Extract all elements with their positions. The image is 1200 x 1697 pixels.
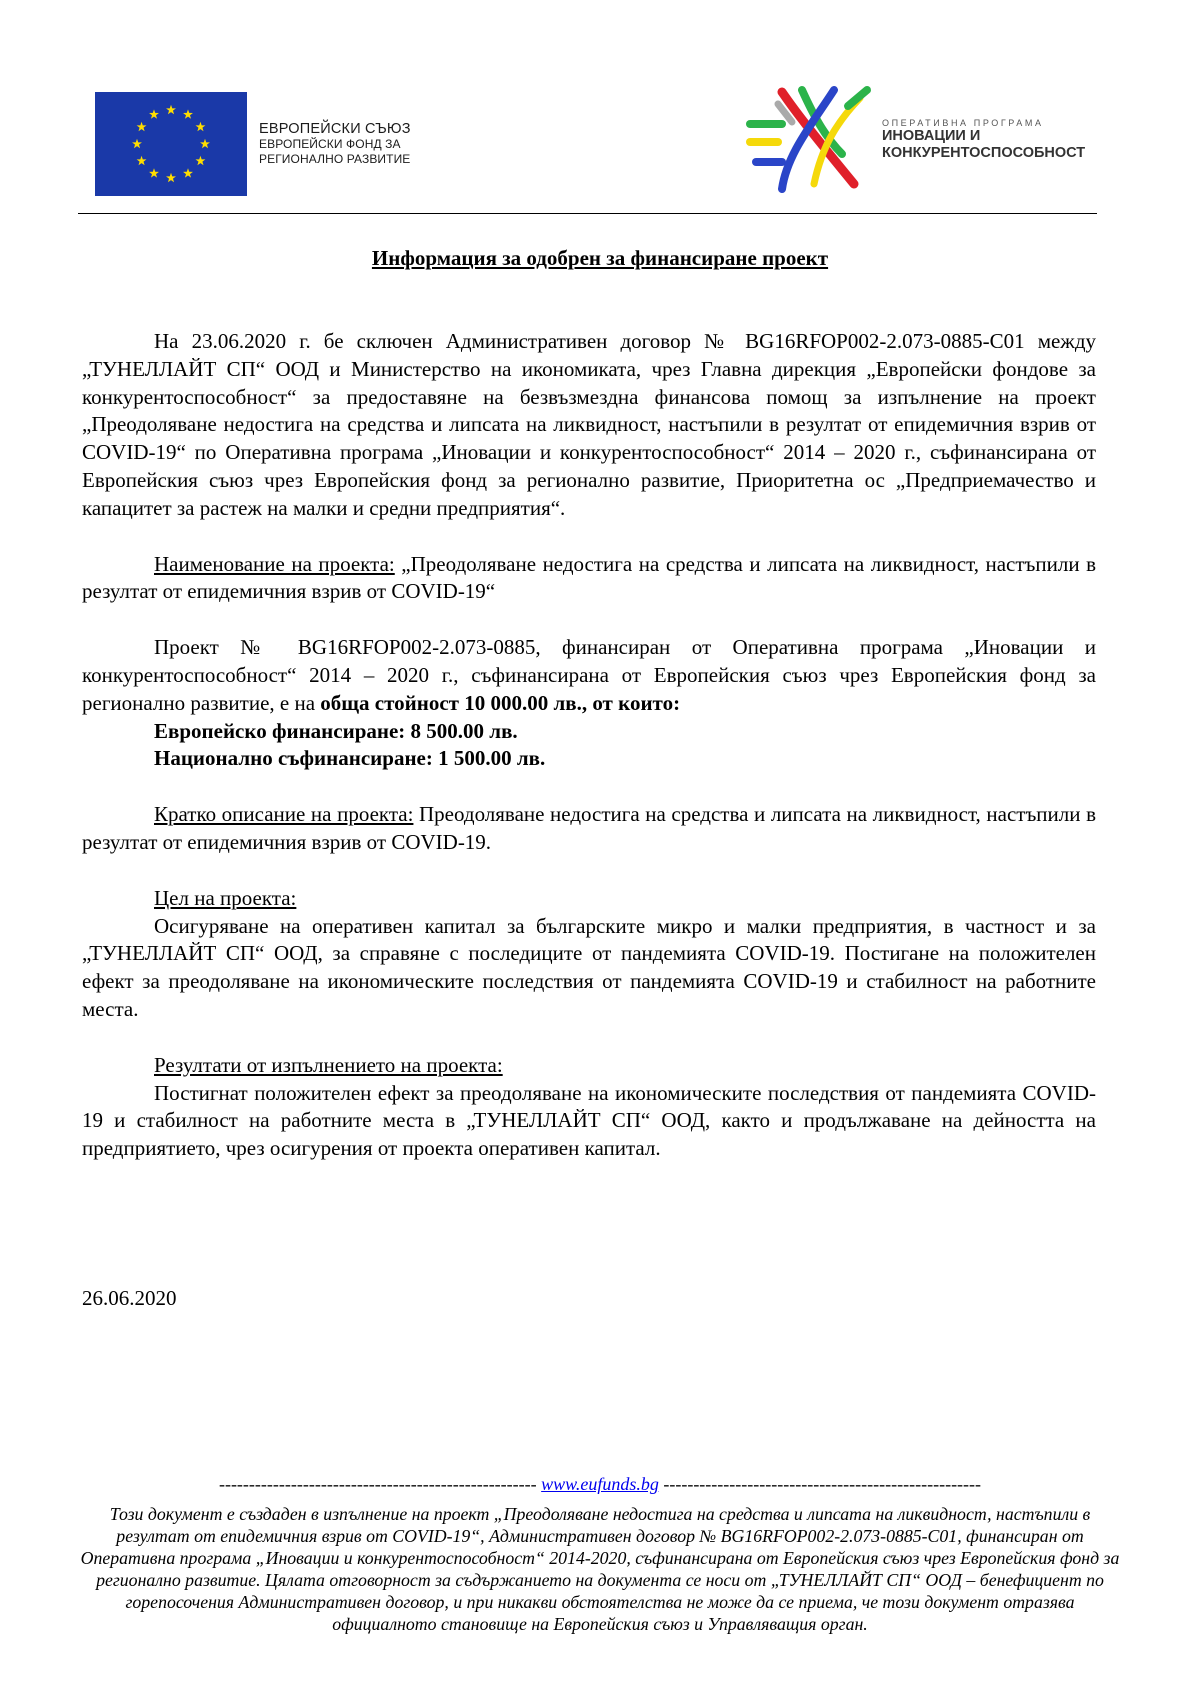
- op-x-logo-icon: [742, 84, 882, 196]
- op-line2: ИНОВАЦИИ И: [882, 128, 981, 144]
- footer-link-line: [0, 1474, 1200, 1495]
- eu-star-icon: [149, 168, 159, 177]
- document-body: [82, 328, 1096, 1163]
- eu-star-icon: [166, 173, 176, 182]
- footer-dashes-right: -----------------------------------------------------: [663, 1474, 982, 1494]
- project-name-paragraph: [82, 551, 1096, 607]
- eu-star-icon: [200, 139, 210, 148]
- short-description-paragraph: [82, 801, 1096, 857]
- eu-line3: РЕГИОНАЛНО РАЗВИТИЕ: [259, 152, 411, 166]
- op-logo: [742, 84, 1085, 196]
- national-funding: Национално съфинансиране: 1 500.00 лв.: [154, 746, 546, 771]
- eu-logo-text: [259, 121, 411, 167]
- goal-label: Цел на проекта:: [154, 885, 297, 910]
- results-label: Резултати от изпълнението на проекта:: [154, 1052, 503, 1077]
- eu-star-icon: [196, 156, 206, 165]
- eufunds-link[interactable]: www.eufunds.bg: [541, 1474, 659, 1494]
- page-title: Информация за одобрен за финансиране проект: [371, 246, 829, 270]
- eu-star-icon: [196, 122, 206, 131]
- results-value: Постигнат положителен ефект за преодоляване на икономическите последствия от пандемията COVID-19 и стабилност на работните места в „ТУНЕЛЛАЙТ СП“ ООД, както и продължаване на дейността на предприятието, чрез осигурения от проекта оперативен капитал.: [82, 1080, 1096, 1161]
- eu-star-icon: [149, 109, 159, 118]
- document-date: 26.06.2020: [82, 1286, 177, 1310]
- funding-text: Проект № BG16RFOP002-2.073-0885, финансиран от Оперативна програма „Иновации и конкурентоспособност“ 2014 – 2020 г., съфинансирана от Европейския съюз чрез Европейския фонд за регионално развитие, е на: [82, 635, 1096, 715]
- eu-line2: ЕВРОПЕЙСКИ ФОНД ЗА: [259, 137, 401, 151]
- eu-star-icon: [166, 105, 176, 114]
- eu-flag-icon: [95, 92, 247, 196]
- funding-total: обща стойност 10 000.00 лв., от които:: [320, 690, 681, 715]
- op-line1: ОПЕРАТИВНА ПРОГРАМА: [882, 118, 1044, 128]
- funding-paragraph: [82, 634, 1096, 717]
- eu-star-icon: [183, 168, 193, 177]
- project-name-label: Наименование на проекта:: [154, 551, 395, 576]
- eu-star-icon: [137, 156, 147, 165]
- op-logo-text: [882, 118, 1085, 162]
- eu-star-icon: [137, 122, 147, 131]
- project-name-value: „Преодоляване недостига на средства и липсата на ликвидност, настъпили в резултат от епидемичния взрив от COVID-19“: [82, 551, 1097, 604]
- eu-star-icon: [132, 139, 142, 148]
- header-divider: [78, 213, 1097, 214]
- eu-line1: ЕВРОПЕЙСКИ СЪЮЗ: [259, 121, 411, 137]
- op-line3: КОНКУРЕНТОСПОСОБНОСТ: [882, 145, 1086, 161]
- goal-value: Осигуряване на оперативен капитал за българските микро и малки предприятия, в частност и за „ТУНЕЛЛАЙТ СП“ ООД, за справяне с последиците от пандемията COVID-19. Постигане на положителен ефект за преодоляване на икономическите последствия от пандемията COVID-19 и стабилност на работните места.: [82, 913, 1096, 1021]
- short-description-label: Кратко описание на проекта:: [154, 802, 414, 827]
- intro-paragraph: На 23.06.2020 г. бе сключен Административен договор № BG16RFOP002-2.073-0885-C01 между „ТУНЕЛЛАЙТ СП“ ООД и Министерство на икономиката, чрез Главна дирекция „Европейски фондове за конкурентоспособност“ за предоставяне на безвъзмездна финансова помощ за изпълнение на проект „Преодоляване недостига на средства и липсата на ликвидност, настъпили в резултат от епидемичния взрив от COVID-19“ по Оперативна програма „Иновации и конкурентоспособност“ 2014 – 2020 г., съфинансирана от Европейския съюз чрез Европейския фонд за регионално развитие, Приоритетна ос „Предприемачество и капацитет за растеж на малки и средни предприятия“.: [82, 329, 1096, 520]
- footer-dashes-left: -----------------------------------------------------: [218, 1474, 537, 1494]
- eu-star-icon: [183, 109, 193, 118]
- short-description-value: Преодоляване недостига на средства и липсата на ликвидност, настъпили в резултат от епидемичния взрив от COVID-19.: [82, 802, 1097, 854]
- footer-disclaimer: Този документ е създаден в изпълнение на проект „Преодоляване недостига на средства и липсата на ликвидност, настъпили в резултат от епидемичния взрив от COVID-19“, Административен договор № BG16RFOP002-2.073-0885-C01, финансиран от Оперативна програма „Иновации и конкурентоспособност“ 2014-2020, съфинансирана от Европейския съюз чрез Европейския фонд за регионално развитие. Цялата отговорност за съдържанието на документа се носи от „ТУНЕЛЛАЙТ СП“ ООД – бенефициент по горепосочения Административен договор, и при никакви обстоятелства не може да се приема, че този документ отразява официалното становище на Европейския съюз и Управляващия орган.: [80, 1504, 1120, 1634]
- eu-stars-icon: [95, 92, 247, 196]
- eu-funding: Европейско финансиране: 8 500.00 лв.: [154, 718, 518, 743]
- eu-logo: [95, 92, 411, 196]
